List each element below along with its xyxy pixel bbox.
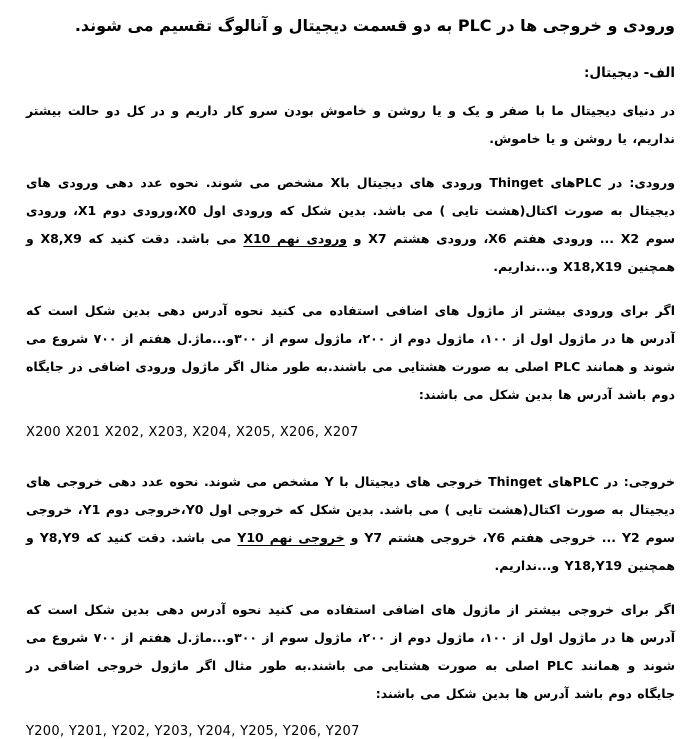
output-ninth-address-underline: خروجی نهم Y10 <box>237 530 345 546</box>
input-definition-paragraph <box>26 169 675 281</box>
output-definition-paragraph <box>26 468 675 580</box>
output-modules-paragraph: اگر برای خروجی بیشتر از ماژول های اضافی استفاده می کنید نحوه آدرس دهی بدین شکل است که آدرس ها در ماژول اول از ۱۰۰، ماژول دوم از ۲۰۰، ماژول سوم از ۳۰۰و...ماژ.ل هفتم از ۷۰۰ شروع می شوند و همانند PLC اصلی به صورت هشتایی می باشند.به طور مثال اگر ماژول خروجی اضافی در جایگاه دوم باشد آدرس ها بدین شکل می باشند: <box>26 602 676 702</box>
input-example-address-list: X200 X201 X202, X203, X204, X205, X206, X207 <box>26 425 359 441</box>
output-definition-note: می باشد. دقت کنید که Y8,Y9 و همچنین Y18,Y19 و...نداریم. <box>26 530 675 574</box>
section-a-heading: الف- دیجیتال: <box>583 65 675 82</box>
input-modules-paragraph: اگر برای ورودی بیشتر از ماژول های اضافی استفاده می کنید نحوه آدرس دهی بدین شکل است که آدرس ها در ماژول اول از ۱۰۰، ماژول دوم از ۲۰۰، ماژول سوم از ۳۰۰و...ماژ.ل هفتم از ۷۰۰ شروع می شوند و همانند PLC اصلی به صورت هشتایی می باشند.به طور مثال اگر ماژول ورودی اضافی در جایگاه دوم باشد آدرس ها بدین شکل می باشند: <box>26 303 676 403</box>
page-title: ورودی و خروجی ها در PLC به دو قسمت دیجیتال و آنالوگ تقسیم می شوند. <box>74 16 675 35</box>
output-example-address-list: Y200, Y201, Y202, Y203, Y204, Y205, Y206, Y207 <box>26 724 360 739</box>
intro-paragraph: در دنیای دیجیتال ما با صفر و یک و یا روشن و خاموش بودن سرو کار داریم و در کل دو حالت بیشتر نداریم، یا روشن و یا خاموش. <box>26 103 675 147</box>
input-definition-text: ورودی: در PLCهای Thinget ورودی های دیجیتال باX مشخص می شوند. نحوه عدد دهی ورودی های دیجیتال به صورت اکتال(هشت تایی ) می باشد. بدین شکل که ورودی اول X0،ورودی دوم X1، ورودی سوم X2 ... ورودی هفتم X6، ورودی هشتم X7 و <box>26 175 676 247</box>
output-definition-text: خروجی: در PLCهای Thinget خروجی های دیجیتال با Y مشخص می شوند. نحوه عدد دهی خروجی های دیجیتال به صورت اکتال(هشت تایی ) می باشد. بدین شکل که خروجی اول Y0،خروجی دوم Y1، خروجی سوم Y2 ... خروجی هفتم Y6، خروجی هشتم Y7 و <box>26 474 675 546</box>
input-ninth-address-underline: ورودی نهم X10 <box>243 231 348 247</box>
input-definition-note: می باشد. دقت کنید که X8,X9 و همچنین X18,X19 و...نداریم. <box>26 231 675 275</box>
